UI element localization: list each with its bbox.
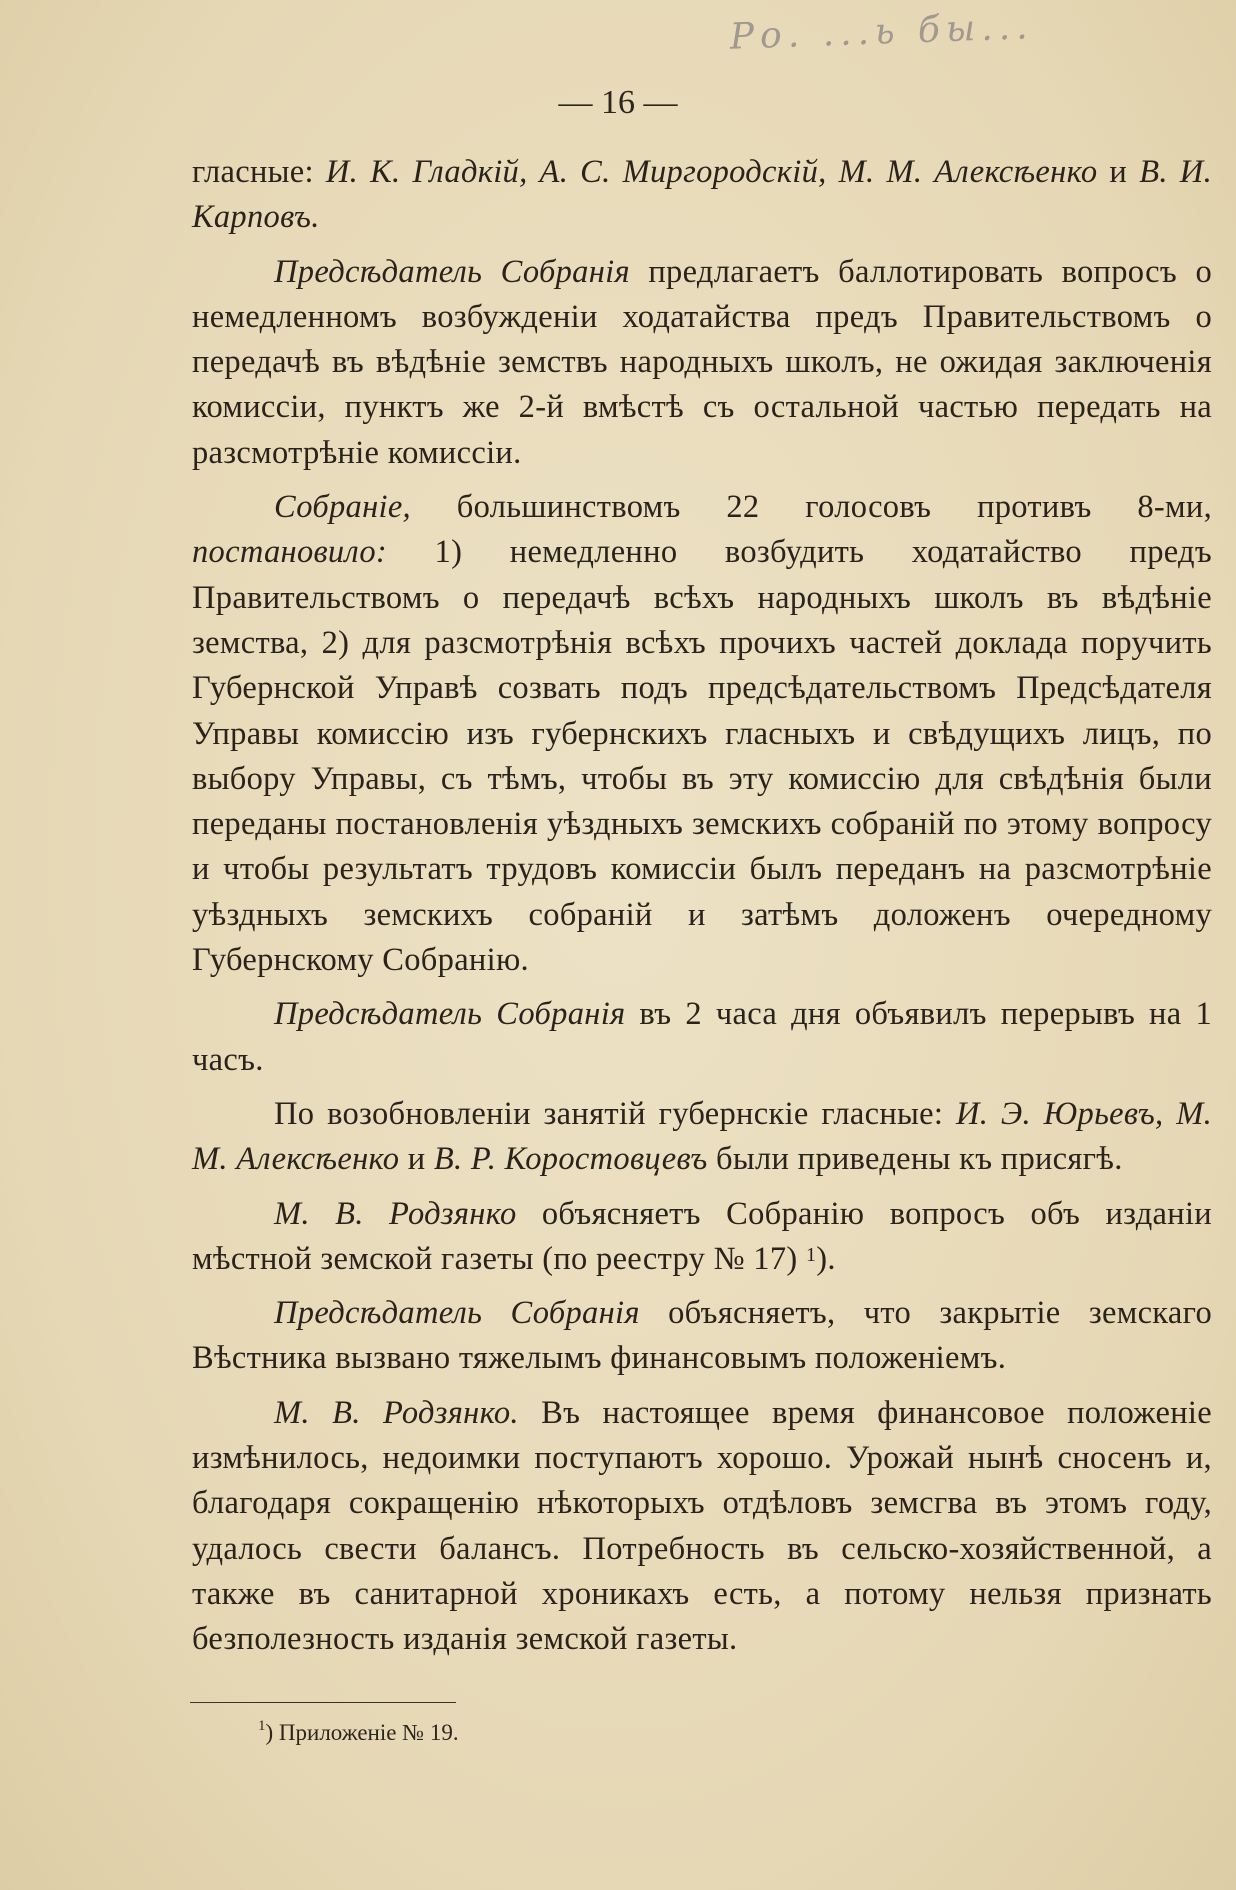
paragraph-chairman-proposal: [192, 250, 1212, 476]
speaker-italic: М. В. Родзянко: [274, 1195, 517, 1232]
page-number: — 16 —: [558, 84, 678, 121]
text-segment: предлагаетъ баллотировать вопросъ о немедленномъ возбужденіи ходатайства предъ Правительствомъ о передачѣ въ вѣдѣніе земствъ народныхъ школъ, не ожидая заключенія комиссіи, пунктъ же 2-й вмѣстѣ съ остальной частью передать на разсмотрѣніе комиссіи.: [192, 253, 1212, 471]
speaker-italic: Предсѣдатель Собранія: [274, 996, 626, 1033]
body-text: [192, 150, 1212, 1663]
footnote-marker: 1: [805, 1243, 817, 1266]
text-segment: ).: [816, 1240, 836, 1277]
paragraph-oath: [192, 1092, 1212, 1183]
handwritten-annotation: Ро. ...ь бы...: [729, 6, 1035, 58]
names-italic: В. Р. Коростовцевъ: [433, 1141, 708, 1178]
speaker-italic: М. В. Родзянко.: [274, 1394, 519, 1431]
text-segment: въ 2 часа дня объявилъ перерывъ на 1 часъ.: [192, 996, 1212, 1078]
paragraph-break-announcement: [192, 992, 1212, 1083]
text-segment: гласные:: [192, 154, 326, 190]
text-segment: 1) немедленно возбудить ходатайство предъ Правительствомъ о передачѣ всѣхъ народныхъ школъ въ вѣдѣніе земства, 2) для разсмотрѣнія всѣхъ прочихъ частей доклада поручить Губернской Управѣ созвать подъ предсѣдательствомъ Предсѣдателя Управы комиссію изъ губернскихъ гласныхъ и свѣдущихъ лицъ, по выбору Управы, съ тѣмъ, чтобы въ эту комиссію для свѣдѣнія были переданы постановленія уѣздныхъ земскихъ собраній по этому вопросу и чтобы результатъ трудовъ комиссіи былъ переданъ на разсмотрѣніе уѣздныхъ земскихъ собраній и затѣмъ доложенъ очередному Губернскому Собранію.: [192, 534, 1212, 979]
text-segment: объясняетъ Собранію вопросъ объ изданіи мѣстной земской газеты (по реестру № 17): [192, 1195, 1212, 1277]
footnote-divider: [190, 1702, 456, 1703]
footnote-text: ) Приложеніе № 19.: [265, 1720, 459, 1745]
paragraph-rodzianko-explains: [192, 1192, 1212, 1283]
speaker-italic: Предсѣдатель Собранія: [274, 1295, 640, 1332]
text-segment: и: [1097, 154, 1140, 190]
paragraph-deputies-list: [192, 150, 1212, 241]
text-segment: и: [399, 1141, 434, 1178]
resolution-italic: постановило:: [192, 534, 388, 571]
names-italic: В. И. Карповъ.: [192, 154, 1213, 236]
text-segment: большинствомъ 22 голосовъ противъ 8-ми,: [410, 489, 1212, 526]
speaker-italic: Предсѣдатель Собранія: [274, 253, 630, 290]
text-segment: Въ настоящее время финансовое положеніе измѣнилось, недоимки поступаютъ хорошо. Урожай нынѣ сносенъ и, благодаря сокращенію нѣкоторыхъ отдѣловъ земсгва въ этомъ году, удалось свести балансъ. Потребность въ сельско-хозяйственной, а также въ санитарной хроникахъ есть, а потому нельзя признать безполезность изданія земской газеты.: [192, 1394, 1212, 1658]
paragraph-chairman-explains: [192, 1291, 1212, 1382]
paragraph-rodzianko-statement: [192, 1391, 1212, 1663]
names-italic: И. Э. Юрьевъ, М. М. Алексѣенко: [192, 1095, 1213, 1178]
text-segment: были приведены къ присягѣ.: [707, 1141, 1123, 1178]
footnote-marker: 1: [258, 1718, 266, 1734]
text-segment: По возобновленіи занятій губернскіе гласные:: [274, 1095, 956, 1132]
names-italic: И. К. Гладкій, А. С. Миргородскій, М. М. Алексѣенко: [325, 154, 1098, 190]
text-segment: объясняетъ, что закрытіе земскаго Вѣстника вызвано тяжелымъ финансовымъ положеніемъ.: [192, 1295, 1212, 1377]
footnote: [258, 1720, 459, 1746]
paragraph-assembly-resolution: [192, 485, 1212, 983]
speaker-italic: Собраніе,: [274, 489, 411, 526]
